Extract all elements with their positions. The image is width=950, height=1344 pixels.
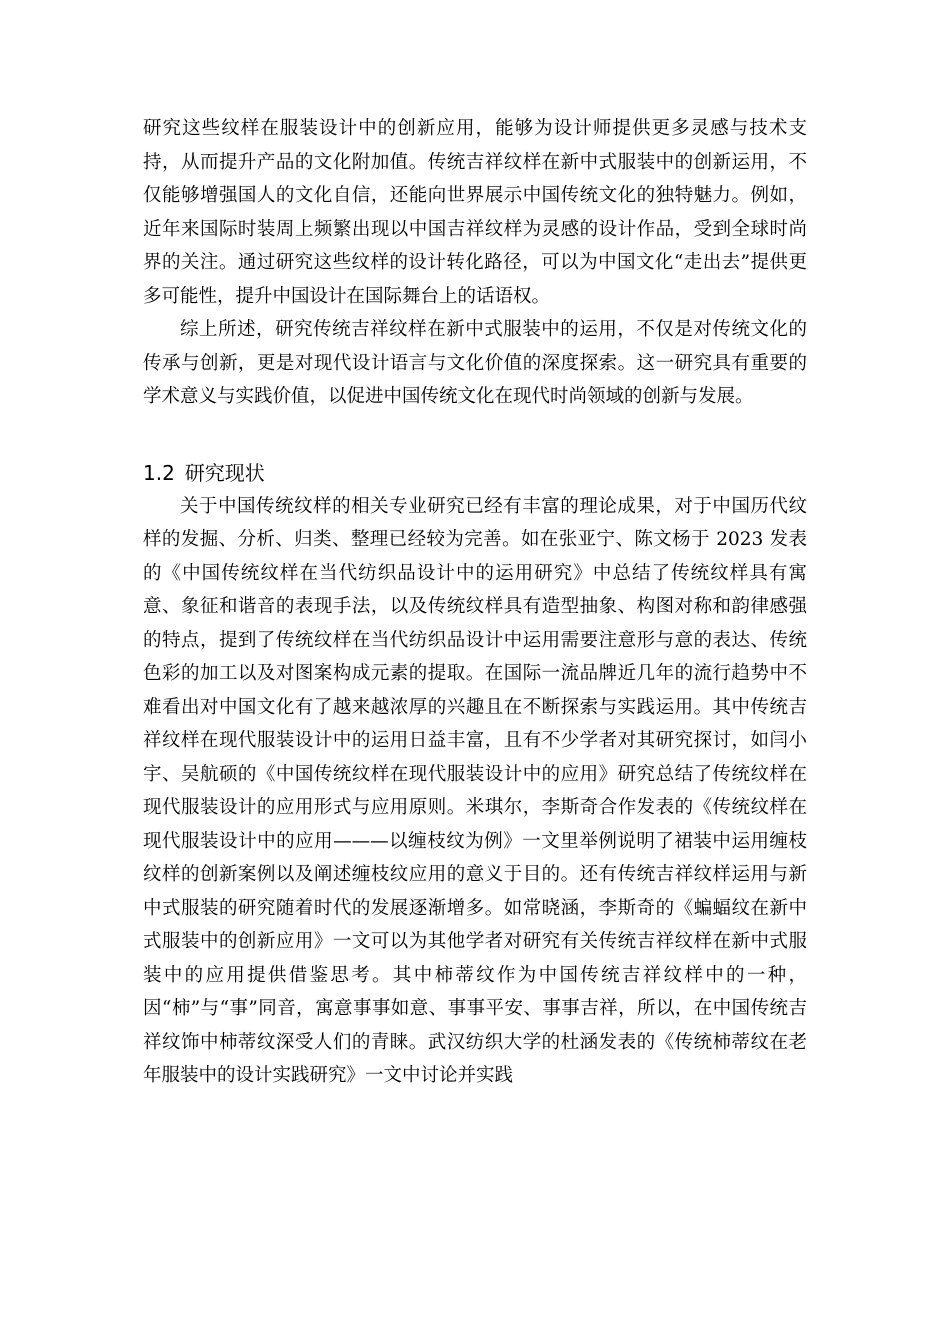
body-text	[143, 112, 807, 1093]
section-number: 1.2	[143, 460, 175, 485]
section-heading	[143, 456, 807, 490]
paragraph-continued: 研究这些纹样在服装设计中的创新应用，能够为设计师提供更多灵感与技术支持，从而提升产品的文化附加值。传统吉祥纹样在新中式服装中的创新运用，不仅能够增强国人的文化自信，还能向世界展示中国传统文化的独特魅力。例如，近年来国际时装周上频繁出现以中国吉祥纹样为灵感的设计作品，受到全球时尚界的关注。通过研究这些纹样的设计转化路径，可以为中国文化“走出去”提供更多可能性，提升中国设计在国际舞台上的话语权。	[143, 118, 807, 307]
section-title: 研究现状	[184, 460, 265, 485]
paragraph-summary: 综上所述，研究传统吉祥纹样在新中式服装中的运用，不仅是对传统文化的传承与创新，更是对现代设计语言与文化价值的深度探索。这一研究具有重要的学术意义与实践价值，以促进中国传统文化在现代时尚领域的创新与发展。	[143, 319, 807, 407]
paragraph-research-status: 关于中国传统纹样的相关专业研究已经有丰富的理论成果，对于中国历代纹样的发掘、分析、归类、整理已经较为完善。如在张亚宁、陈文杨于 2023 发表的《中国传统纹样在当代纺织品设计中的运用研究》中总结了传统纹样具有寓意、象征和谐音的表现手法，以及传统纹样具有造型抽象、构图对称和韵律感强的特点，提到了传统纹样在当代纺织品设计中运用需要注意形与意的表达、传统色彩的加工以及对图案构成元素的提取。在国际一流品牌近几年的流行趋势中不难看出对中国文化有了越来越浓厚的兴趣且在不断探索与实践运用。其中传统吉祥纹样在现代服装设计中的运用日益丰富，且有不少学者对其研究探讨，如闫小宇、吴航硕的《中国传统纹样在现代服装设计中的应用》研究总结了传统纹样在现代服装设计的应用形式与应用原则。米琪尔，李斯奇合作发表的《传统纹样在现代服装设计中的应用———以缠枝纹为例》一文里举例说明了裙装中运用缠枝纹样的创新案例以及阐述缠枝纹应用的意义于目的。还有传统吉祥纹样运用与新中式服装的研究随着时代的发展逐渐增多。如常晓涵，李斯奇的《蝙蝠纹在新中式服装中的创新应用》一文可以为其他学者对研究有关传统吉祥纹样在新中式服装中的应用提供借鉴思考。其中柿蒂纹作为中国传统吉祥纹样中的一种，因“柿”与“事”同音，寓意事事如意、事事平安、事事吉祥，所以，在中国传统吉祥纹饰中柿蒂纹深受人们的青睐。武汉纺织大学的杜涵发表的《传统柿蒂纹在老年服装中的设计实践研究》一文中讨论并实践	[143, 495, 807, 1086]
